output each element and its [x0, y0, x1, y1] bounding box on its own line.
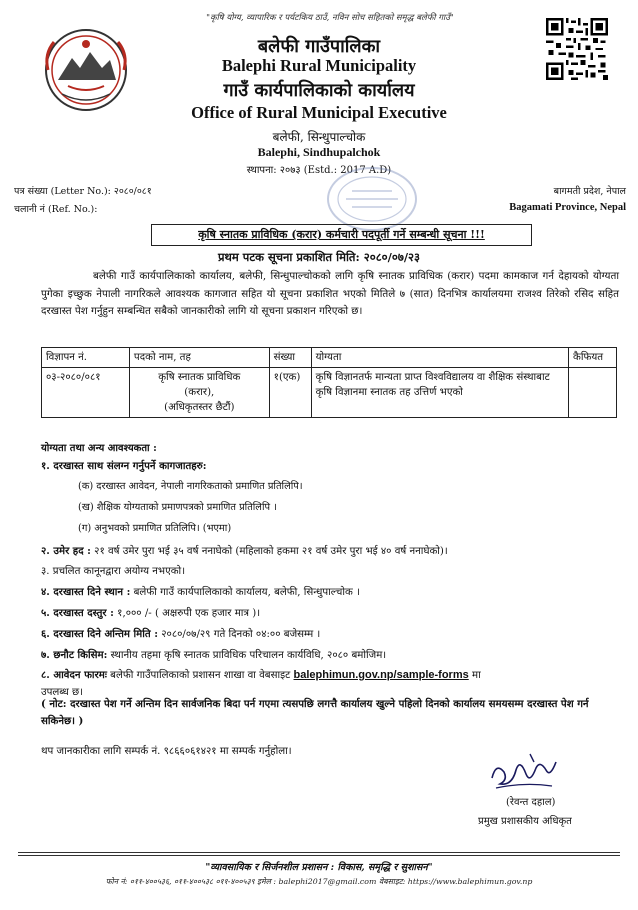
requirement-1-a: (क) दरखास्त आवेदन, नेपाली नागरिकताको प्रमाणित प्रतिलिपि। — [78, 481, 303, 492]
cell-qualification: कृषि विज्ञानतर्फ मान्यता प्राप्त विश्वविद्यालय वा शैक्षिक संस्थाबाट कृषि विज्ञानमा स्नातक तह उत्तिर्ण भएको — [311, 368, 568, 418]
requirement-6-label: ६. दरखास्त दिने अन्तिम मिति : — [41, 628, 158, 640]
footer-contact: फोन नं: ०११-४००५३६, ०११-४००५३८ ०११-४००५३९ इमेल : balephi2017@gmail.com वेबसाइट: https://www.balephimun.gov.np — [105, 877, 533, 886]
requirement-7-text: स्थानीय तहमा कृषि स्नातक प्राविधिक परिचालन कार्यविधि, २०८० बमोजिम। — [107, 650, 387, 661]
requirement-8-cont: उपलब्ध छ। — [41, 687, 83, 698]
header-count: संख्या — [269, 348, 311, 368]
notice-intro: बलेफी गाउँ कार्यपालिकाको कार्यालय, बलेफी, सिन्धुपाल्चोकको लागि कृषि स्नातक प्राविधिक (करार) पदमा कामकाज गर्न देहायको योग्यता पुगेका इच्छुक नेपाली नागरिकले आवश्यक कागजात सहित यो सूचना प्रकाशित भएको मितिले ७ (सात) दिनभित्र कार्यालयमा राजश्व तिरेको रसिद सहित दरखास्त पेश गर्नुहुन सम्बन्धित सबैको जानकारीको लागि यो सूचना प्रकाशन गरिएको छ। — [41, 270, 619, 317]
requirement-7 — [41, 647, 386, 661]
signatory-title: प्रमुख प्रशासकीय अधिकृत — [478, 816, 572, 827]
notice-subject-text: कृषि स्नातक प्राविधिक (करार) कर्मचारी पदपूर्ती गर्ने सम्बन्धी सूचना !!! — [198, 228, 485, 241]
municipality-name-en: Balephi Rural Municipality — [221, 56, 417, 75]
footer-divider — [18, 852, 620, 853]
requirement-7-label: ७. छनौट किसिम: — [41, 649, 108, 661]
requirement-4 — [41, 584, 360, 598]
header-post: पदको नाम, तह — [129, 348, 269, 368]
requirement-2-label: २. उमेर हद : — [41, 545, 91, 557]
vacancy-table — [41, 347, 617, 418]
reference-number: चलानी नं (Ref. No.): — [14, 204, 98, 215]
requirement-2-text: २१ वर्ष उमेर पुरा भई ३५ वर्ष ननाघेको (महिलाको हकमा २१ वर्ष उमेर पुरा भई ४० वर्ष ननाघेको)। — [90, 546, 448, 557]
requirement-1-c: (ग) अनुभवको प्रमाणित प्रतिलिपि। (भएमा) — [78, 523, 232, 534]
table-row — [42, 368, 617, 418]
requirement-4-label: ४. दरखास्त दिने स्थान : — [41, 586, 131, 598]
office-stamp-icon — [326, 166, 418, 232]
province-en: Bagamati Province, Nepal — [509, 202, 626, 213]
cell-remarks — [569, 368, 617, 418]
handwritten-signature — [486, 748, 562, 796]
requirement-8 — [41, 667, 481, 681]
letter-number: पत्र संख्या (Letter No.): २०८०/०८१ — [14, 186, 152, 197]
cell-ad-no: ०३-२०८०/०८१ — [42, 368, 130, 418]
requirement-8-end: मा — [468, 670, 481, 681]
header-remarks: कैफियत — [569, 348, 617, 368]
table-header-row — [42, 348, 617, 368]
cell-count: १(एक) — [269, 368, 311, 418]
province-np: बागमती प्रदेश, नेपाल — [553, 186, 626, 197]
requirements-heading: योग्यता तथा अन्य आवश्यकता : — [41, 443, 157, 454]
requirement-8-label: ८. आवेदन फारमः — [41, 669, 107, 681]
office-name-en: Office of Rural Municipal Executive — [191, 103, 447, 122]
signatory-name: (रेवन्त दहाल) — [506, 797, 556, 808]
post-line-3: (अधिकृतस्तर छैटौं) — [164, 402, 235, 413]
post-line-1: कृषि स्नातक प्राविधिक — [158, 372, 241, 383]
requirement-3: ३. प्रचलित कानूनद्वारा अयोग्य नभएको। — [41, 566, 186, 577]
municipality-name-np: बलेफी गाउँपालिका — [257, 36, 381, 57]
office-name-np: गाउँ कार्यपालिकाको कार्यालय — [223, 80, 415, 101]
footer-divider — [18, 855, 620, 856]
requirement-6-text: २०८०/०७/२९ गते दिनको ०४:०० बजेसम्म । — [158, 629, 321, 640]
address-np: बलेफी, सिन्धुपाल्चोक — [272, 130, 366, 144]
requirement-5-label: ५. दरखास्त दस्तुर : — [41, 607, 114, 619]
publication-date: प्रथम पटक सूचना प्रकाशित मिति: २०८०/०७/२३ — [218, 250, 420, 264]
requirement-2 — [41, 543, 448, 557]
header-ad-no: विज्ञापन नं. — [42, 348, 130, 368]
header-tagline: "कृषि योग्य, व्यापारिक र पर्यटकिय ठाउँ, नविन सोच सहितको समृद्ध बलेफी गाउँ" — [206, 13, 454, 23]
header-qualification: योग्यता — [311, 348, 568, 368]
established-date: स्थापना: २०७३ (Estd.: 2017 A.D) — [246, 165, 392, 176]
requirement-1-b: (ख) शैक्षिक योग्यताको प्रमाणपत्रको प्रमाणित प्रतिलिपि । — [78, 502, 277, 513]
contact-info: थप जानकारीका लागि सम्पर्क नं. ९८६६०६१४२१ मा सम्पर्क गर्नुहोला। — [41, 746, 292, 757]
post-line-2: (करार), — [184, 387, 215, 398]
requirement-1: १. दरखास्त साथ संलग्न गर्नुपर्ने कागजातहरु: — [41, 460, 207, 472]
notice-subject — [151, 224, 532, 246]
requirement-6 — [41, 626, 320, 640]
deadline-note: ( नोट: दरखास्त पेश गर्ने अन्तिम दिन सार्वजनिक बिदा पर्न गएमा त्यसपछि लगत्तै कार्यालय खुल्ने पहिलो दिनको कार्यालय समयसम्म दरखास्त पेश गर्न सकिनेछ। ) — [41, 698, 589, 727]
requirement-5 — [41, 605, 260, 619]
cell-post — [129, 368, 269, 418]
requirement-5-text: १,००० /- ( अक्षरुपी एक हजार मात्र )। — [113, 608, 261, 619]
requirement-8-text: बलेफी गाउँपालिकाको प्रशासन शाखा वा वेबसाइट — [106, 670, 294, 681]
sample-forms-link[interactable]: balephimun.gov.np/sample-forms — [293, 669, 469, 681]
address-en: Balephi, Sindhupalchok — [257, 145, 381, 159]
footer-slogan: "व्यावसायिक र सिर्जनशील प्रशासन : विकास, समृद्धि र सुशासन" — [205, 862, 433, 873]
requirement-4-text: बलेफी गाउँ कार्यपालिकाको कार्यालय, बलेफी, सिन्धुपाल्चोक । — [130, 587, 360, 598]
